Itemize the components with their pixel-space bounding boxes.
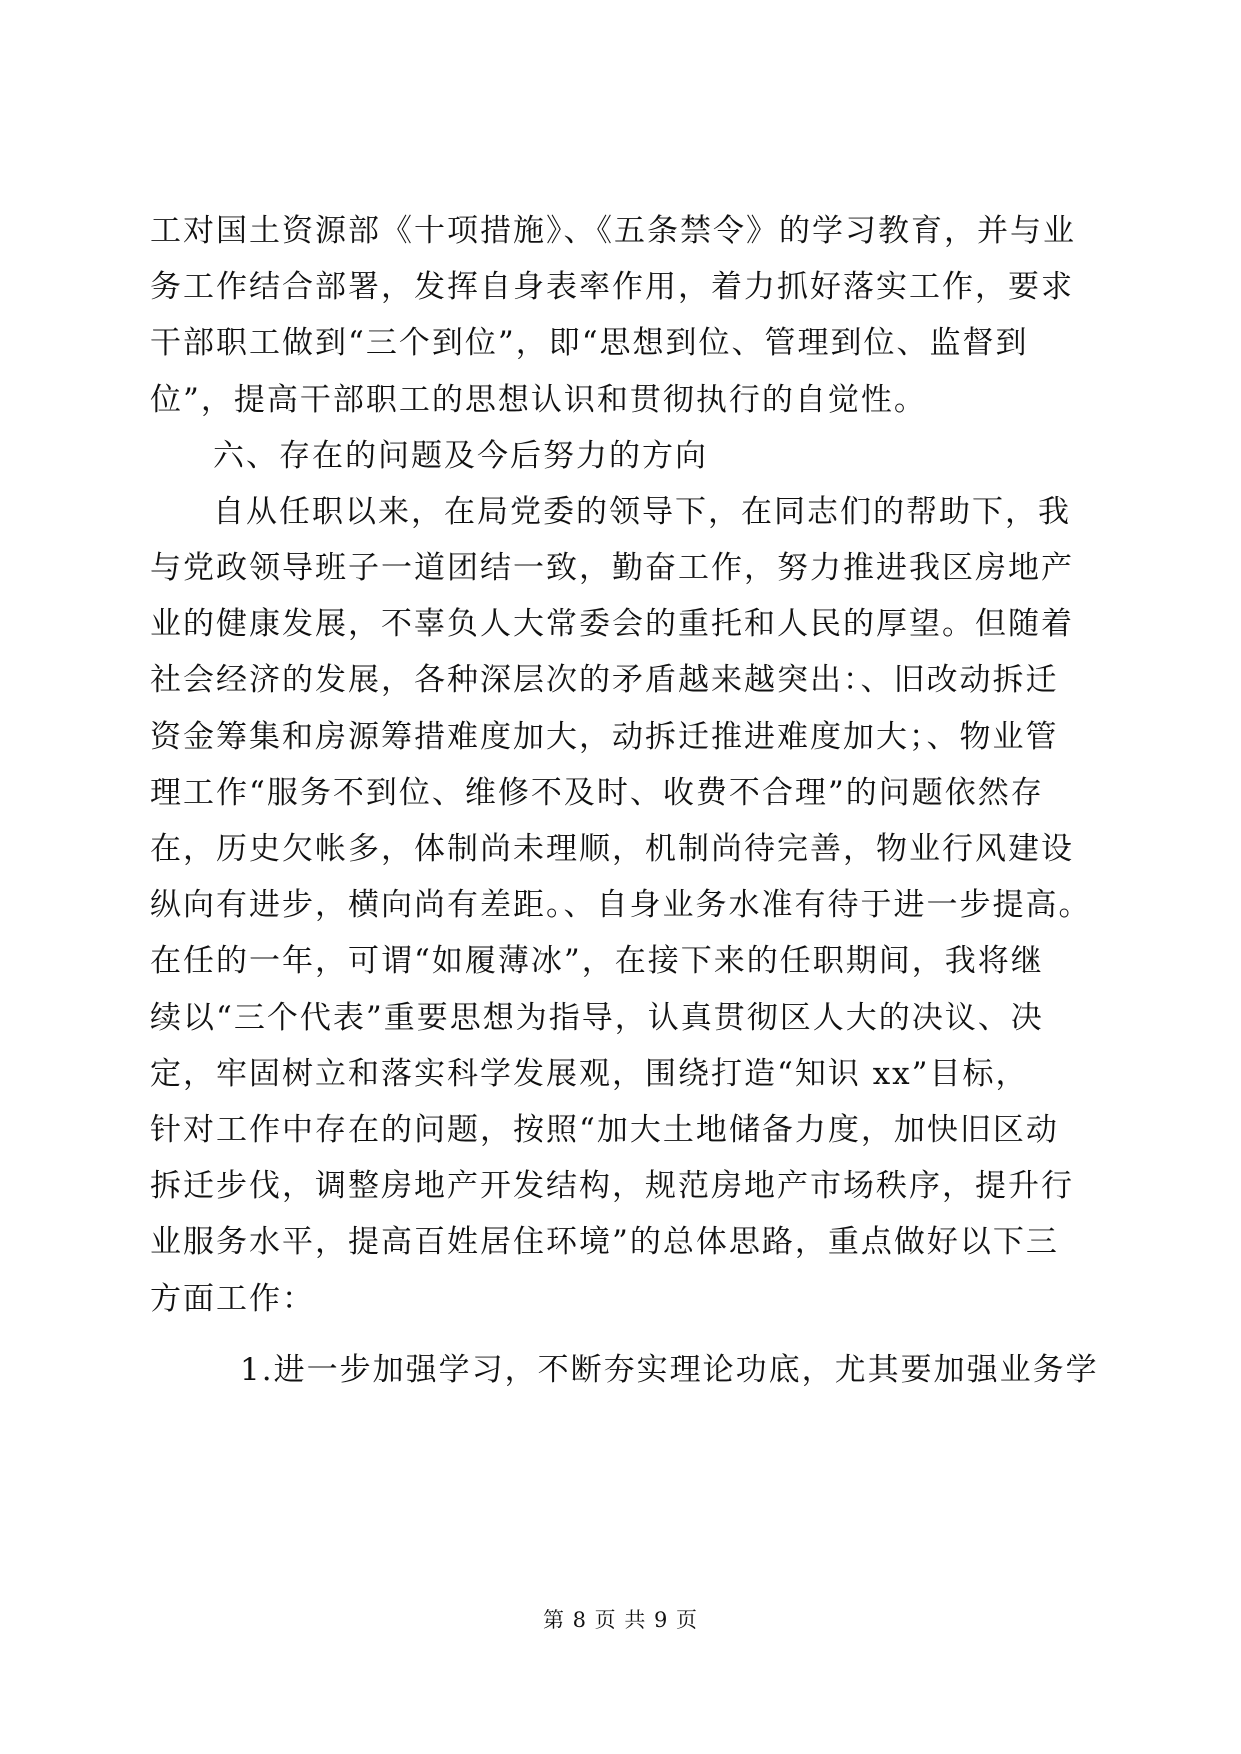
paragraph-line: 定，牢固树立和落实科学发展观，围绕打造“知识 xx”目标， — [150, 1056, 1029, 1092]
paragraph-line: 在任的一年，可谓“如履薄冰”，在接下来的任职期间，我将继 — [150, 943, 1044, 979]
list-item: 1.进一步加强学习，不断夯实理论功底，尤其要加强业务学 — [240, 1352, 1099, 1388]
paragraph-line: 自从任职以来，在局党委的领导下，在同志们的帮助下，我 — [213, 494, 1071, 530]
paragraph-line: 工对国土资源部《十项措施》、《五条禁令》的学习教育，并与业 — [150, 213, 1076, 249]
section-heading: 六、存在的问题及今后努力的方向 — [213, 438, 708, 474]
paragraph-line: 拆迁步伐，调整房地产开发结构，规范房地产市场秩序，提升行 — [150, 1168, 1074, 1204]
paragraph-line: 续以“三个代表”重要思想为指导，认真贯彻区人大的决议、决 — [150, 1000, 1044, 1036]
paragraph-line: 业服务水平，提高百姓居住环境”的总体思路，重点做好以下三 — [150, 1224, 1059, 1260]
paragraph-line: 务工作结合部署，发挥自身表率作用，着力抓好落实工作，要求 — [150, 269, 1074, 305]
paragraph-line: 在，历史欠帐多，体制尚未理顺，机制尚待完善，物业行风建设 — [150, 831, 1074, 867]
paragraph-line: 干部职工做到“三个到位”，即“思想到位、管理到位、监督到 — [150, 325, 1029, 361]
paragraph-line: 业的健康发展，不辜负人大常委会的重托和人民的厚望。但随着 — [150, 606, 1074, 642]
paragraph-line: 针对工作中存在的问题，按照“加大土地储备力度，加快旧区动 — [150, 1112, 1059, 1148]
paragraph-line: 位”，提高干部职工的思想认识和贯彻执行的自觉性。 — [150, 382, 927, 418]
paragraph-line: 与党政领导班子一道团结一致，勤奋工作，努力推进我区房地产 — [150, 550, 1074, 586]
paragraph-line: 理工作“服务不到位、维修不及时、收费不合理”的问题依然存 — [150, 775, 1044, 811]
paragraph-line: 资金筹集和房源筹措难度加大，动拆迁推进难度加大；、物业管 — [150, 719, 1059, 755]
paragraph-line: 方面工作： — [150, 1281, 315, 1317]
paragraph-line: 社会经济的发展，各种深层次的矛盾越来越突出：、旧改动拆迁 — [150, 662, 1059, 698]
page-number: 第 8 页 共 9 页 — [542, 1608, 699, 1632]
paragraph-line: 纵向有进步，横向尚有差距。、自身业务水准有待于进一步提高。 — [150, 887, 1092, 923]
